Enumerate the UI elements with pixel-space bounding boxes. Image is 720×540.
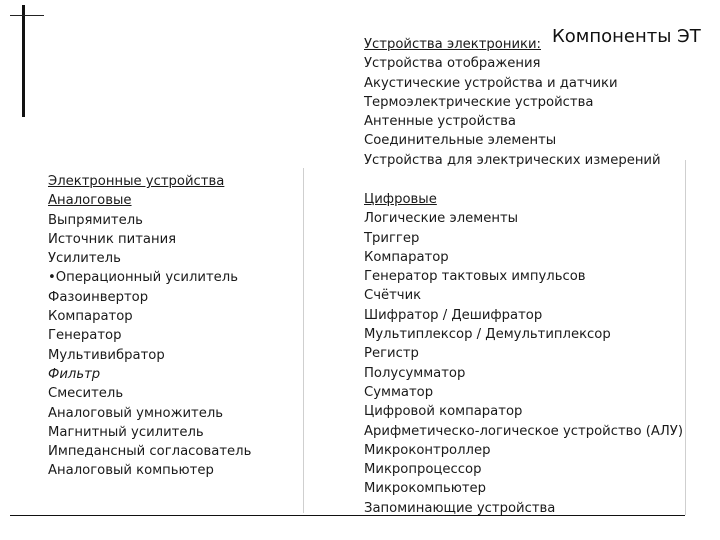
list-item: Мультиплексор / Демультиплексор [364,327,611,343]
list-item: Смеситель [48,386,124,402]
list-item: Фазоинвертор [48,289,149,305]
list-item: Генератор [48,328,122,344]
list-item: Аналоговый компьютер [48,463,214,479]
list-item: Усилитель [48,251,121,267]
list-item: Фильтр [48,366,101,382]
list-item: Аналоговый умножитель [48,405,224,421]
list-item: Соединительные элементы [364,133,557,149]
electronics-devices-heading: Устройства электроники: [364,37,541,52]
digital-devices-list [364,190,683,518]
decorative-vertical-bar [22,5,25,117]
list-item: Источник питания [48,231,177,247]
list-item: Термоэлектрические устройства [364,94,594,110]
list-item: Счётчик [364,288,422,304]
column-divider-right [685,160,686,515]
list-item: Импедансный согласователь [48,444,252,460]
electronics-devices-list [364,35,661,170]
list-item: Микрокомпьютер [364,481,486,497]
list-item: Арифметическо-логическое устройство (АЛУ) [364,423,683,439]
list-item: Выпрямитель [48,212,143,228]
analog-heading: Аналоговые [48,193,132,209]
list-item: Компаратор [364,249,449,265]
list-item: Микроконтроллер [364,442,491,458]
digital-heading: Цифровые [364,192,437,207]
list-item: Акустические устройства и датчики [364,75,618,91]
list-item: Устройства для электрических измерений [364,152,661,168]
list-item: Сумматор [364,384,434,400]
list-item: Антенные устройства [364,114,516,130]
list-item: Мультивибратор [48,347,165,363]
list-item: Генератор тактовых импульсов [364,269,586,285]
list-item: Цифровой компаратор [364,404,523,420]
list-item: •Операционный усилитель [48,270,239,286]
list-item: Микропроцессор [364,462,482,478]
list-item: Шифратор / Дешифратор [364,307,543,323]
column-divider-middle [303,168,304,513]
list-item: Триггер [364,230,420,246]
electronic-devices-heading: Электронные устройства [48,174,225,189]
analog-devices-list [48,172,251,481]
list-item: Регистр [364,346,419,362]
list-item: Устройства отображения [364,56,541,72]
decorative-horizontal-line-top [10,15,44,16]
slide-title: Компоненты ЭТ [552,26,701,47]
list-item: Полусумматор [364,365,466,381]
list-item: Компаратор [48,309,133,325]
list-item: Магнитный усилитель [48,424,204,440]
list-item: Запоминающие устройства [364,500,556,516]
list-item: Логические элементы [364,211,519,227]
